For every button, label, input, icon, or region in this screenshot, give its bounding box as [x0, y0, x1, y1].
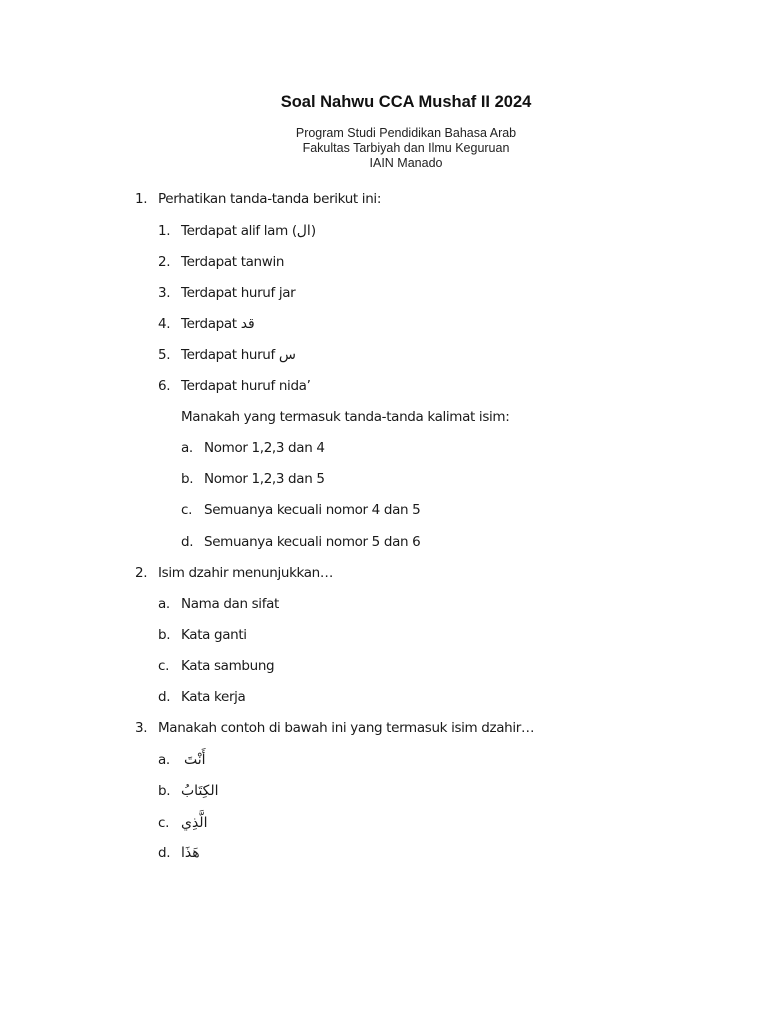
option-text: Nomor 1,2,3 dan 5	[204, 471, 325, 487]
arabic-option-text: الَّذِي	[181, 815, 208, 831]
question-number: 1.	[135, 191, 148, 207]
item-number: 1.	[158, 223, 171, 239]
option-text: Kata sambung	[181, 658, 275, 674]
item-number: 4.	[158, 316, 171, 332]
item-text: Terdapat huruf jar	[181, 285, 296, 301]
item-number: 5.	[158, 347, 171, 363]
question-text: Isim dzahir menunjukkan…	[158, 565, 334, 581]
option-letter: b.	[181, 471, 194, 487]
item-text: Terdapat alif lam (	[181, 223, 297, 239]
arabic-text: قد	[240, 316, 255, 332]
option-letter: a.	[158, 752, 170, 768]
question-text: Manakah contoh di bawah ini yang termasuk isim dzahir…	[158, 720, 535, 736]
document-title: Soal Nahwu CCA Mushaf II 2024	[280, 93, 532, 111]
prompt-text: Manakah yang termasuk tanda-tanda kalimat isim:	[181, 409, 510, 425]
item-text: Terdapat	[181, 316, 241, 332]
arabic-option-text: الكِتَابُ	[181, 783, 219, 799]
question-number: 2.	[135, 565, 148, 581]
option-letter: c.	[158, 658, 170, 674]
option-letter: a.	[181, 440, 193, 456]
item-text: Terdapat huruf	[181, 347, 279, 363]
option-letter: c.	[181, 502, 193, 518]
option-text: Semuanya kecuali nomor 5 dan 6	[204, 534, 421, 550]
option-letter: d.	[158, 689, 171, 705]
item-text-group	[181, 316, 255, 332]
subtitle-institution: IAIN Manado	[369, 156, 443, 170]
option-text: Kata kerja	[181, 689, 246, 705]
option-letter: c.	[158, 815, 170, 831]
item-number: 2.	[158, 254, 171, 270]
option-letter: d.	[181, 534, 194, 550]
arabic-text: ال	[296, 223, 311, 239]
item-text: Terdapat tanwin	[181, 254, 285, 270]
option-letter: a.	[158, 596, 170, 612]
question-number: 3.	[135, 720, 148, 736]
item-text-group	[181, 347, 296, 363]
option-letter: d.	[158, 845, 171, 861]
question-text: Perhatikan tanda-tanda berikut ini:	[158, 191, 382, 207]
arabic-option-text: أَنْتَ	[184, 752, 206, 768]
option-text: Nama dan sifat	[181, 596, 279, 612]
subtitle-faculty: Fakultas Tarbiyah dan Ilmu Keguruan	[302, 141, 510, 155]
item-text-group	[181, 223, 316, 239]
subtitle-program: Program Studi Pendidikan Bahasa Arab	[295, 126, 517, 140]
item-text-suffix: )	[310, 223, 316, 239]
option-letter: b.	[158, 783, 171, 799]
option-text: Semuanya kecuali nomor 4 dan 5	[204, 502, 421, 518]
option-letter: b.	[158, 627, 171, 643]
arabic-option-text: هَذَا	[181, 845, 200, 861]
item-text: Terdapat huruf nida’	[181, 378, 311, 394]
arabic-text: س	[278, 347, 296, 363]
option-text: Nomor 1,2,3 dan 4	[204, 440, 325, 456]
item-number: 3.	[158, 285, 171, 301]
option-text: Kata ganti	[181, 627, 247, 643]
item-number: 6.	[158, 378, 171, 394]
